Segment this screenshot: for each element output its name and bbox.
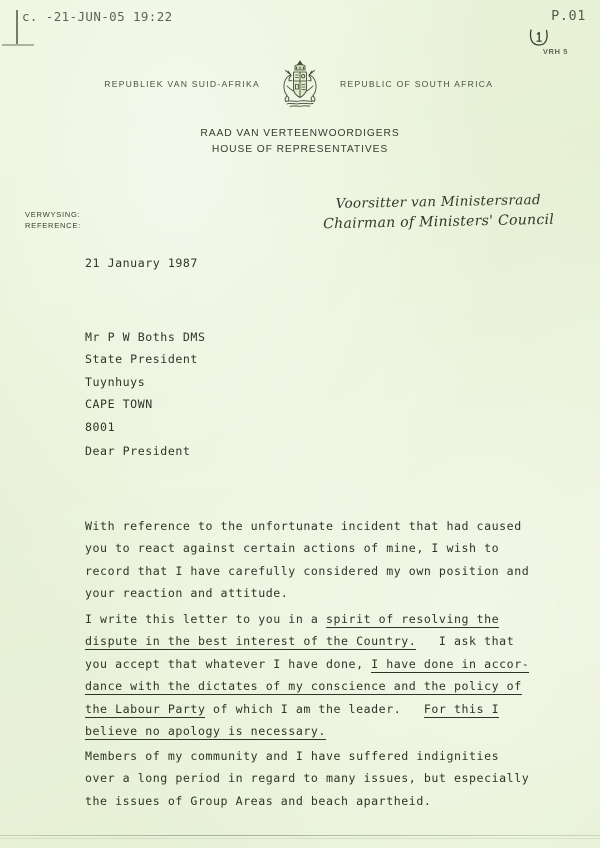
reference-label-english: REFERENCE: <box>25 221 81 230</box>
paragraph-text: I ask that <box>416 634 515 648</box>
fax-timestamp-stamp: c. -21-JUN-05 19:22 <box>22 9 173 24</box>
letter-paragraph-3 <box>85 722 529 835</box>
paragraph-text: I write this letter to you in a <box>85 611 326 626</box>
handwritten-circled-number-icon <box>528 28 550 48</box>
chairman-title-script <box>323 190 555 234</box>
fax-page-number: P.01 <box>551 8 586 24</box>
scan-edge-artifact <box>16 10 18 44</box>
reference-label-afrikaans: VERWYSING: <box>25 210 81 219</box>
paragraph-text: of which I am the leader. <box>205 701 424 716</box>
paragraph-line: record that I have carefully considered my own position and <box>85 563 530 578</box>
fax-transmission-header <box>0 4 600 34</box>
address-line: 8001 <box>85 419 116 434</box>
paragraph-text: you accept that whatever I have done, <box>85 656 372 671</box>
letter-salutation: Dear President <box>85 444 191 458</box>
underlined-emphasis: For this I <box>423 701 500 716</box>
address-line: Mr P W Boths DMS <box>85 329 206 344</box>
address-line: Tuynhuys <box>85 374 146 389</box>
underlined-emphasis: I have done in accor- <box>371 656 530 671</box>
underlined-emphasis: believe no apology is necessary. <box>85 724 326 738</box>
paragraph-line: With reference to the unfortunate incident that had caused <box>85 518 522 533</box>
underlined-emphasis: dance with the dictates of my conscience and the policy of <box>85 679 522 693</box>
south-african-coat-of-arms-icon <box>274 58 326 110</box>
paragraph-line: over a long period in regard to many issues, but especially <box>85 771 530 785</box>
underlined-emphasis: spirit of resolving the <box>325 611 500 626</box>
chairman-title-english: Chairman of Ministers' Council <box>323 211 555 233</box>
recipient-address-block <box>85 303 205 461</box>
underlined-emphasis: dispute in the best interest of the Country. <box>85 634 417 648</box>
letterhead-country-afrikaans: REPUBLIEK VAN SUID-AFRIKA <box>104 79 260 89</box>
address-line: State President <box>85 352 198 366</box>
page-bottom-edge-line <box>0 835 600 836</box>
reference-label-block <box>25 209 81 231</box>
address-line: CAPE TOWN <box>85 397 153 411</box>
letterhead-banner <box>0 58 600 110</box>
page-bottom-edge-shadow <box>0 838 600 839</box>
paragraph-line: the issues of Group Areas and beach apartheid. <box>85 793 432 808</box>
paragraph-line: your reaction and attitude. <box>85 586 289 600</box>
organisation-name-english: HOUSE OF REPRESENTATIVES <box>211 144 389 155</box>
paragraph-line: Members of my community and I have suffered indignities <box>85 748 500 763</box>
chairman-title-afrikaans: Voorsitter van Ministersraad <box>335 192 542 212</box>
organisation-name-block <box>0 126 600 158</box>
letter-date: 21 January 1987 <box>85 256 198 270</box>
archive-reference-stamp: VRH 5 <box>542 47 568 56</box>
organisation-name-afrikaans: RAAD VAN VERTEENWOORDIGERS <box>200 128 400 139</box>
paragraph-line: you to react against certain actions of mine, I wish to <box>85 541 500 555</box>
underlined-emphasis: the Labour Party <box>85 701 206 716</box>
letterhead-country-english: REPUBLIC OF SOUTH AFRICA <box>340 79 494 89</box>
